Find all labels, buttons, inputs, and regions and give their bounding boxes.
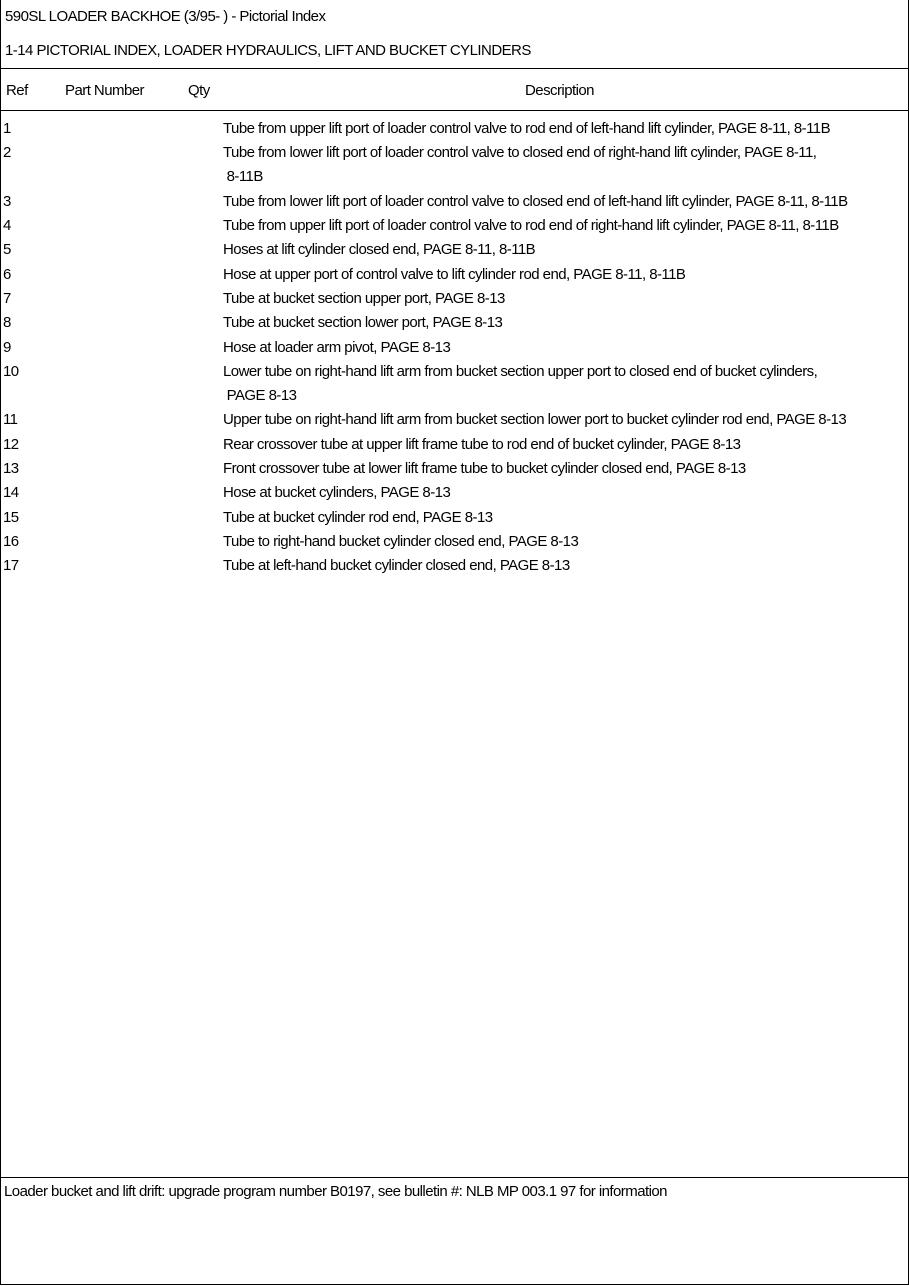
description-cell: Front crossover tube at lower lift frame tube to bucket cylinder closed end, PAGE 8-13: [223, 459, 746, 477]
footer-note: Loader bucket and lift drift: upgrade program number B0197, see bulletin #: NLB MP 003.1 97 for information: [4, 1183, 667, 1200]
section-title: 1-14 PICTORIAL INDEX, LOADER HYDRAULICS, LIFT AND BUCKET CYLINDERS: [5, 42, 531, 59]
description-cell: Tube at bucket section upper port, PAGE 8-13: [223, 289, 505, 307]
divider: [0, 110, 909, 111]
parts-table: [0, 117, 907, 578]
ref-cell: 16: [3, 532, 19, 550]
column-header-ref: Ref: [6, 82, 28, 99]
table-row: [0, 457, 907, 481]
ref-cell: 10: [3, 362, 19, 380]
description-cell: Hoses at lift cylinder closed end, PAGE 8-11, 8-11B: [223, 241, 536, 259]
ref-cell: 12: [3, 435, 19, 453]
table-row: [0, 408, 907, 432]
ref-cell: 7: [3, 289, 11, 307]
description-cell: Hose at upper port of control valve to lift cylinder rod end, PAGE 8-11, 8-11B: [223, 265, 686, 283]
table-row: [0, 287, 907, 311]
column-header-description: Description: [525, 82, 594, 99]
table-row: [0, 190, 907, 214]
column-header-qty: Qty: [188, 82, 210, 99]
ref-cell: 14: [3, 484, 19, 502]
table-row: [0, 506, 907, 530]
table-row: [0, 263, 907, 287]
table-row: [0, 360, 907, 409]
table-row: [0, 238, 907, 262]
ref-cell: 2: [3, 144, 11, 162]
description-cell: Hose at bucket cylinders, PAGE 8-13: [223, 484, 451, 502]
description-cell: Tube from lower lift port of loader control valve to closed end of right-hand lift cylinder, PAGE 8-11, 8-11B: [223, 144, 817, 186]
ref-cell: 13: [3, 459, 19, 477]
divider: [0, 1177, 909, 1178]
table-row: [0, 554, 907, 578]
ref-cell: 17: [3, 557, 19, 575]
table-row: [0, 141, 907, 190]
ref-cell: 4: [3, 217, 11, 235]
description-cell: Tube from upper lift port of loader control valve to rod end of left-hand lift cylinder, PAGE 8-11, 8-11B: [223, 120, 831, 137]
column-header-part-number: Part Number: [65, 82, 144, 99]
ref-cell: 9: [3, 338, 11, 356]
description-cell: Tube to right-hand bucket cylinder closed end, PAGE 8-13: [223, 532, 579, 550]
table-row: [0, 214, 907, 238]
ref-cell: 11: [3, 411, 18, 429]
ref-cell: 6: [3, 265, 11, 283]
table-row: [0, 336, 907, 360]
description-cell: Tube at bucket cylinder rod end, PAGE 8-13: [223, 508, 493, 526]
table-row: [0, 117, 907, 141]
ref-cell: 5: [3, 241, 11, 259]
table-row: [0, 481, 907, 505]
table-row: [0, 530, 907, 554]
description-cell: Rear crossover tube at upper lift frame tube to rod end of bucket cylinder, PAGE 8-13: [223, 435, 741, 453]
ref-cell: 8: [3, 314, 11, 332]
ref-cell: 15: [3, 508, 19, 526]
description-cell: Upper tube on right-hand lift arm from bucket section lower port to bucket cylinder rod end, PAGE 8-13: [223, 411, 847, 429]
description-cell: Lower tube on right-hand lift arm from bucket section upper port to closed end of bucket cylinders, PAGE 8-13: [223, 362, 818, 404]
description-cell: Tube at left-hand bucket cylinder closed end, PAGE 8-13: [223, 557, 570, 575]
description-cell: Tube from upper lift port of loader control valve to rod end of right-hand lift cylinder, PAGE 8-11, 8-11B: [223, 217, 839, 235]
table-row: [0, 433, 907, 457]
divider: [0, 68, 909, 69]
description-cell: Tube from lower lift port of loader control valve to closed end of left-hand lift cylinder, PAGE 8-11, 8-11B: [223, 192, 848, 210]
ref-cell: 1: [3, 120, 11, 137]
description-cell: Tube at bucket section lower port, PAGE 8-13: [223, 314, 503, 332]
ref-cell: 3: [3, 192, 11, 210]
table-row: [0, 311, 907, 335]
page-title: 590SL LOADER BACKHOE (3/95- ) - Pictorial Index: [5, 8, 326, 25]
description-cell: Hose at loader arm pivot, PAGE 8-13: [223, 338, 451, 356]
